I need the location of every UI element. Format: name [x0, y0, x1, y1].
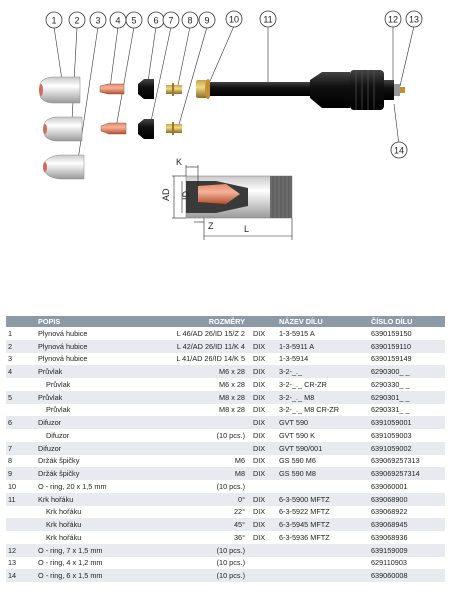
row-rozmery: L 42/AD 26/ID 11/K 4 [176, 341, 245, 351]
row-nazev [277, 569, 369, 582]
svg-text:10: 10 [228, 14, 240, 25]
row-cislo: 639068922 [371, 507, 408, 517]
row-popis: Krk hořáku [46, 507, 82, 517]
row-cislo: 6390159150 [371, 328, 412, 338]
row-number: 3 [8, 354, 13, 364]
parts-table [6, 316, 445, 582]
row-nazev: 3-2-_._ [279, 367, 303, 377]
row-popis: Průvlak [38, 367, 63, 377]
row-rozmery: M8 x 28 [219, 405, 245, 415]
row-rozmery: (10 pcs.) [216, 430, 245, 440]
row-cislo: 639069257313 [371, 456, 420, 466]
row-nazev [277, 557, 369, 570]
row-nazev: GS 590 M8 [279, 469, 316, 479]
row-number: 9 [8, 469, 13, 479]
row-cislo: 6391059002 [371, 443, 412, 453]
callout-10 [226, 11, 242, 27]
row-cislo: 6290301_ _ [371, 392, 410, 402]
row-cislo: 639159009 [371, 545, 408, 555]
table-row [6, 327, 445, 340]
header-rozmery: ROZMĚRY [208, 317, 245, 326]
row-dix: DIX [253, 367, 266, 377]
table-row [6, 467, 445, 480]
table-row [6, 493, 445, 506]
tip-holder-8 [166, 83, 182, 96]
row-dix: DIX [253, 520, 266, 530]
tip-holder-9 [166, 122, 182, 135]
row-popis: O - ring, 6 x 1,5 mm [38, 571, 103, 581]
callout-3 [90, 12, 106, 28]
row-dix: DIX [253, 341, 266, 351]
row-popis: Průvlak [46, 379, 71, 389]
row-popis: Držák špičky [38, 456, 80, 466]
row-popis: Difuzor [46, 430, 70, 440]
table-row [6, 340, 445, 353]
svg-text:1: 1 [51, 15, 57, 26]
row-dix: DIX [253, 379, 266, 389]
row-nazev: 6-3-5936 MFTZ [279, 532, 330, 542]
callout-6 [148, 12, 164, 28]
row-rozmery: (10 pcs.) [216, 571, 245, 581]
header-cislo: ČÍSLO DÍLU [371, 317, 413, 326]
dim-k-label: K [176, 157, 183, 167]
row-cislo: 639068900 [371, 494, 408, 504]
row-number: 2 [8, 341, 13, 351]
row-rozmery: 22° [233, 507, 245, 517]
row-number [6, 518, 36, 531]
callout-7 [163, 12, 179, 28]
svg-text:14: 14 [393, 145, 405, 156]
row-rozmery: 0° [238, 494, 245, 504]
row-number: 4 [8, 367, 13, 377]
svg-text:4: 4 [115, 15, 121, 26]
row-dix [251, 544, 277, 557]
row-rozmery: 36° [233, 532, 245, 542]
dim-ad-label: AD [161, 188, 171, 201]
callout-13 [406, 11, 422, 27]
row-cislo: 639060008 [371, 571, 408, 581]
diffuser-6 [138, 79, 154, 99]
dim-z-label: Z [208, 221, 214, 231]
row-dix: DIX [253, 354, 266, 364]
table-row [6, 416, 445, 429]
row-popis: Držák špičky [38, 469, 80, 479]
svg-text:9: 9 [204, 15, 210, 26]
row-number: 6 [8, 418, 13, 428]
row-popis: Plynová hubice [38, 341, 88, 351]
table-row [6, 429, 445, 442]
callout-9 [199, 12, 215, 28]
row-number: 8 [8, 456, 13, 466]
row-nazev: 3-2-_._ M8 [279, 392, 315, 402]
row-number: 14 [8, 571, 17, 581]
row-rozmery: L 46/AD 26/ID 15/Z 2 [176, 328, 245, 338]
row-nazev [277, 544, 369, 557]
table-row [6, 557, 445, 570]
dim-id-label: ID [181, 191, 191, 200]
row-popis: O - ring, 7 x 1,5 mm [38, 545, 103, 555]
row-number [6, 531, 36, 544]
row-dix: DIX [253, 430, 266, 440]
row-dix: DIX [253, 532, 266, 542]
row-popis: Plynová hubice [38, 328, 88, 338]
svg-text:11: 11 [263, 14, 273, 25]
row-number: 11 [8, 494, 16, 504]
row-dix [251, 480, 277, 493]
gas-nozzle-1 [39, 77, 80, 103]
table-row [6, 442, 445, 455]
row-popis: O - ring, 20 x 1,5 mm [38, 481, 107, 491]
row-nazev: GVT 590 [279, 418, 309, 428]
table-row [6, 455, 445, 468]
row-cislo: 639069257314 [371, 469, 420, 479]
row-cislo: 629110903 [371, 558, 407, 568]
row-cislo: 6390159149 [371, 354, 412, 364]
row-popis: Průvlak [38, 392, 63, 402]
row-dix: DIX [253, 456, 266, 466]
callout-12 [385, 11, 401, 27]
row-popis: Krk hořáku [46, 532, 82, 542]
row-number [6, 506, 36, 519]
row-rozmery: M6 x 28 [219, 367, 245, 377]
table-row [6, 480, 445, 493]
row-rozmery: (10 pcs.) [216, 545, 245, 555]
row-cislo: 639068945 [371, 520, 408, 530]
row-rozmery: (10 pcs.) [216, 481, 245, 491]
row-popis: Krk hořáku [38, 494, 74, 504]
row-dix: DIX [253, 405, 266, 415]
table-row [6, 365, 445, 378]
row-cislo: 639068936 [371, 532, 408, 542]
diffuser-7 [138, 119, 154, 139]
table-header [6, 316, 445, 327]
table-row [6, 518, 445, 531]
row-dix: DIX [253, 443, 266, 453]
row-cislo: 6290331_ _ [371, 405, 410, 415]
row-dix [251, 557, 277, 570]
row-popis: Krk hořáku [46, 520, 82, 530]
row-cislo: 6390159110 [371, 341, 412, 351]
torch-neck-11 [196, 70, 405, 110]
row-dix: DIX [253, 507, 266, 517]
svg-text:12: 12 [387, 14, 399, 25]
row-cislo: 6290330_ _ [371, 379, 410, 389]
svg-text:6: 6 [153, 15, 159, 26]
row-number [6, 378, 36, 391]
row-dix: DIX [253, 328, 266, 338]
row-dix: DIX [253, 392, 266, 402]
row-cislo: 6391059001 [371, 418, 412, 428]
row-cislo: 6391059003 [371, 430, 412, 440]
callout-2 [69, 12, 85, 28]
gas-nozzle-2 [43, 117, 82, 141]
table-row [6, 378, 445, 391]
row-dix: DIX [253, 418, 266, 428]
row-rozmery: 45° [233, 520, 245, 530]
row-rozmery [158, 416, 251, 429]
callout-5 [126, 12, 142, 28]
row-number: 7 [8, 443, 13, 453]
row-number [6, 404, 36, 417]
callout-4 [110, 12, 126, 28]
row-popis: Plynová hubice [38, 354, 88, 364]
gas-nozzle-3 [43, 155, 84, 179]
dimension-drawing [161, 157, 292, 240]
table-row [6, 531, 445, 544]
row-dix [251, 569, 277, 582]
table-row [6, 544, 445, 557]
row-rozmery: (10 pcs.) [216, 558, 245, 568]
callout-14 [391, 142, 407, 158]
row-nazev: 1-3-5914 [279, 354, 309, 364]
header-popis: POPIS [38, 317, 61, 326]
svg-text:3: 3 [95, 15, 101, 26]
callout-11 [260, 11, 276, 27]
row-rozmery: M6 x 28 [219, 379, 245, 389]
row-popis: Difuzor [38, 418, 62, 428]
row-rozmery: M6 [234, 456, 245, 466]
row-number: 5 [8, 392, 13, 402]
row-nazev: 6-3-5922 MFTZ [279, 507, 330, 517]
row-cislo: 6290300_ _ [371, 367, 410, 377]
contact-tip-4 [100, 84, 124, 94]
contact-tip-5 [101, 123, 126, 134]
table-row [6, 404, 445, 417]
row-rozmery: M8 [234, 469, 245, 479]
table-body [6, 327, 445, 582]
row-nazev: 3-2-_._ M8 CR-ZR [279, 405, 340, 415]
row-number: 13 [8, 558, 17, 568]
row-rozmery [158, 442, 251, 455]
row-nazev: GVT 590 K [279, 430, 315, 440]
svg-text:2: 2 [74, 15, 80, 26]
row-number: 12 [8, 545, 17, 555]
svg-text:8: 8 [187, 15, 193, 26]
row-rozmery: L 41/AD 26/ID 14/K 5 [176, 354, 245, 364]
svg-text:7: 7 [168, 15, 174, 26]
row-popis: Difuzor [38, 443, 62, 453]
header-nazev: NÁZEV DÍLU [279, 317, 323, 326]
row-dix: DIX [253, 469, 266, 479]
row-nazev: 1-3-5915 A [279, 328, 315, 338]
table-row [6, 506, 445, 519]
row-nazev: GVT 590/001 [279, 443, 323, 453]
row-rozmery: M8 x 28 [219, 392, 245, 402]
row-dix: DIX [253, 494, 266, 504]
row-cislo: 639060001 [371, 481, 408, 491]
callout-1 [46, 12, 62, 28]
svg-text:13: 13 [408, 14, 420, 25]
row-popis: Průvlak [46, 405, 71, 415]
row-popis: O - ring, 4 x 1,2 mm [38, 558, 103, 568]
callout-8 [182, 12, 198, 28]
table-row [6, 391, 445, 404]
table-row [6, 353, 445, 366]
row-nazev: 3-2-_._ CR-ZR [279, 379, 327, 389]
dim-l-label: L [244, 224, 250, 234]
row-nazev: 1-3-5911 A [279, 341, 315, 351]
row-nazev: 6-3-5900 MFTZ [279, 494, 330, 504]
row-nazev [277, 480, 369, 493]
row-number [6, 429, 36, 442]
svg-text:5: 5 [131, 15, 137, 26]
table-row [6, 569, 445, 582]
row-number: 1 [8, 328, 13, 338]
row-number: 10 [8, 481, 17, 491]
row-nazev: GS 590 M6 [279, 456, 316, 466]
row-nazev: 6-3-5945 MFTZ [279, 520, 330, 530]
